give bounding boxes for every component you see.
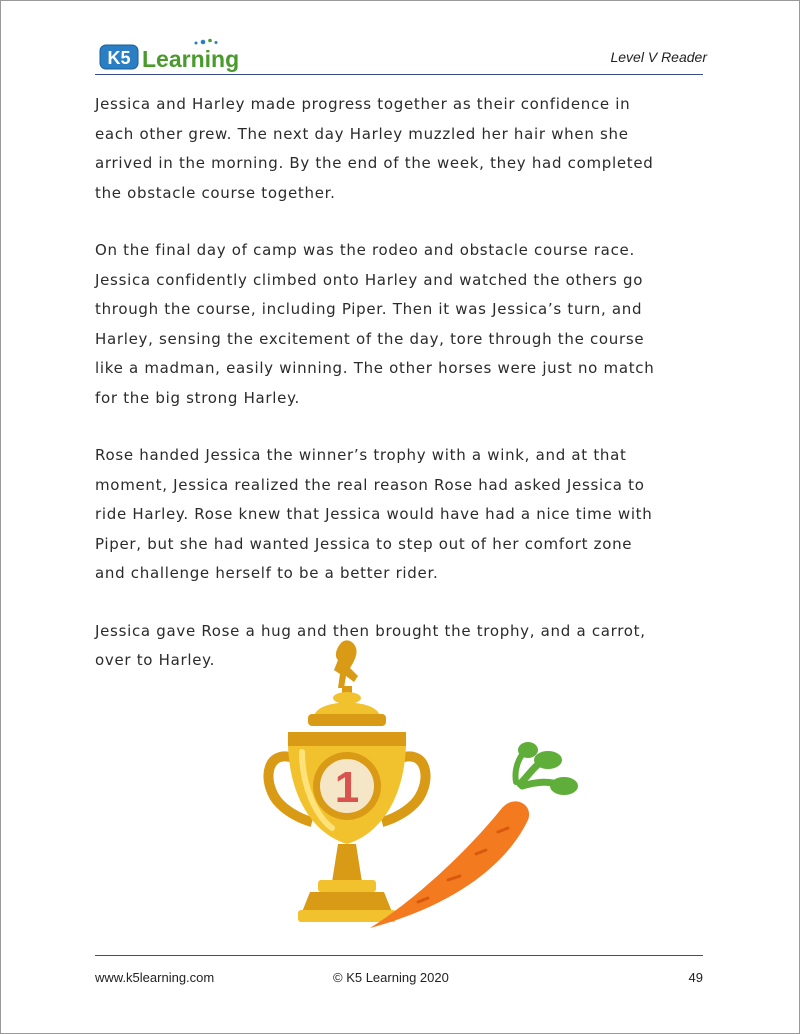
paragraph-1 xyxy=(95,90,715,208)
footer-website: www.k5learning.com xyxy=(95,970,215,985)
page-number: 49 xyxy=(688,970,703,985)
text-line: ride Harley. Rose knew that Jessica would have had a nice time with xyxy=(95,505,653,523)
trophy-number: 1 xyxy=(334,763,360,812)
footer-copyright: © K5 Learning 2020 xyxy=(333,970,449,985)
footer-rule xyxy=(95,955,703,956)
text-line: Rose handed Jessica the winner’s trophy with a wink, and at that xyxy=(95,446,627,464)
logo-text: Learning xyxy=(142,46,240,72)
level-label: Level V Reader xyxy=(610,49,707,65)
text-line: moment, Jessica realized the real reason Rose had asked Jessica to xyxy=(95,475,645,494)
text-line: Harley, sensing the excitement of the day, tore through the course xyxy=(95,329,645,348)
text-line: for the big strong Harley. xyxy=(95,388,301,407)
paragraph-2 xyxy=(95,236,715,413)
page-footer xyxy=(95,970,707,990)
text-line: Jessica and Harley made progress together as their confidence in xyxy=(95,95,631,113)
text-line: On the final day of camp was the rodeo and obstacle course race. xyxy=(95,241,635,259)
story-text xyxy=(95,90,715,704)
trophy-and-carrot-illustration xyxy=(258,636,598,936)
text-line: Jessica gave Rose a hug and then brought the trophy, and a carrot, xyxy=(95,621,646,640)
text-line: Jessica confidently climbed onto Harley and watched the others go xyxy=(95,270,644,289)
text-line: and challenge herself to be a better rider. xyxy=(95,564,439,582)
text-line: each other grew. The next day Harley muzzled her hair when she xyxy=(95,124,629,143)
svg-text:K5: K5 xyxy=(107,48,131,68)
header-rule xyxy=(95,74,703,75)
text-line: like a madman, easily winning. The other horses were just no match xyxy=(95,359,655,377)
text-line: the obstacle course together. xyxy=(95,183,336,202)
k5-learning-logo xyxy=(99,38,244,74)
paragraph-3 xyxy=(95,441,715,589)
page-header xyxy=(95,36,707,76)
text-line: Piper, but she had wanted Jessica to step out of her comfort zone xyxy=(95,534,633,553)
text-line: arrived in the morning. By the end of the week, they had completed xyxy=(95,154,654,172)
text-line: through the course, including Piper. Then it was Jessica’s turn, and xyxy=(95,300,643,318)
text-line: over to Harley. xyxy=(95,651,216,669)
trophy-icon xyxy=(268,640,425,922)
